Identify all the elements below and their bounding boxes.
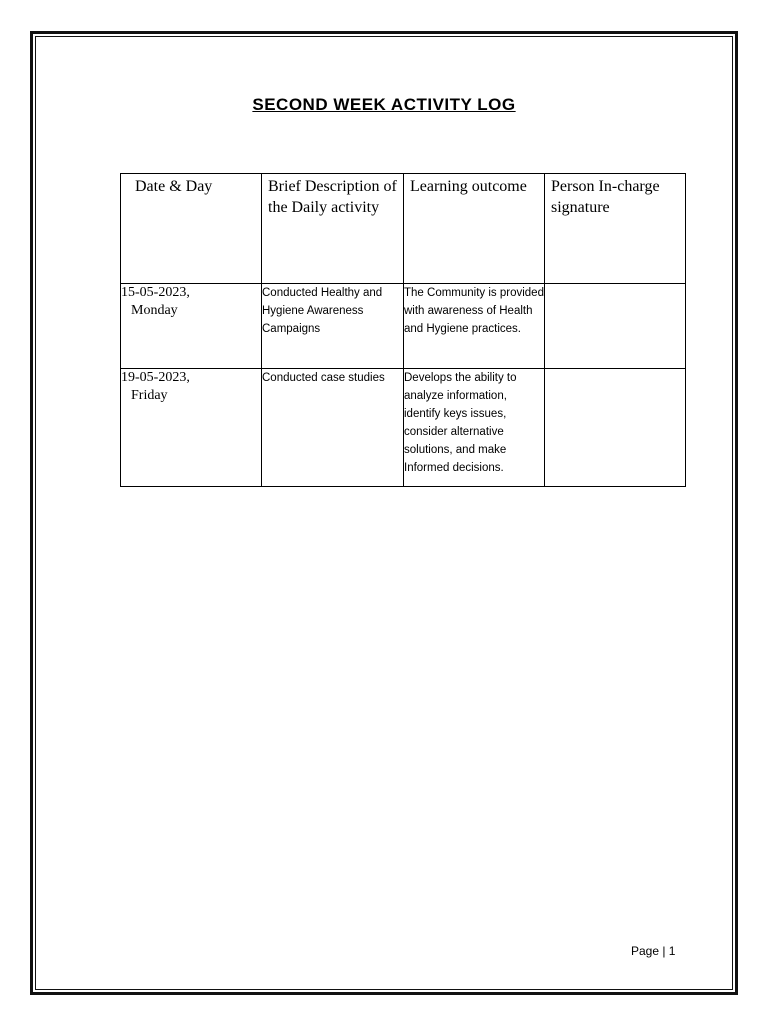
- page-number: Page | 1: [631, 944, 676, 958]
- date-text: 15-05-2023,: [121, 285, 190, 300]
- description-cell: Conducted case studies: [262, 369, 404, 487]
- header-learning-outcome: Learning outcome: [404, 174, 545, 284]
- signature-cell: [545, 284, 686, 369]
- outcome-cell: The Community is provided with awareness of Health and Hygiene practices.: [404, 284, 545, 369]
- description-cell: Conducted Healthy and Hygiene Awareness Campaigns: [262, 284, 404, 369]
- table-header-row: [121, 174, 686, 284]
- date-cell: [121, 284, 262, 369]
- date-text: 19-05-2023,: [121, 370, 190, 385]
- header-description: Brief Description of the Daily activity: [262, 174, 404, 284]
- activity-log-table: [120, 173, 686, 487]
- table-row: [121, 284, 686, 369]
- day-text: Monday: [131, 303, 178, 318]
- header-signature: Person In-charge signature: [545, 174, 686, 284]
- header-date-day: Date & Day: [121, 174, 262, 284]
- page-title: SECOND WEEK ACTIVITY LOG: [252, 95, 516, 114]
- outcome-cell: Develops the ability to analyze information, identify keys issues, consider alternative solutions, and make Informed decisions.: [404, 369, 545, 487]
- signature-cell: [545, 369, 686, 487]
- table-row: [121, 369, 686, 487]
- day-text: Friday: [131, 388, 168, 403]
- date-cell: [121, 369, 262, 487]
